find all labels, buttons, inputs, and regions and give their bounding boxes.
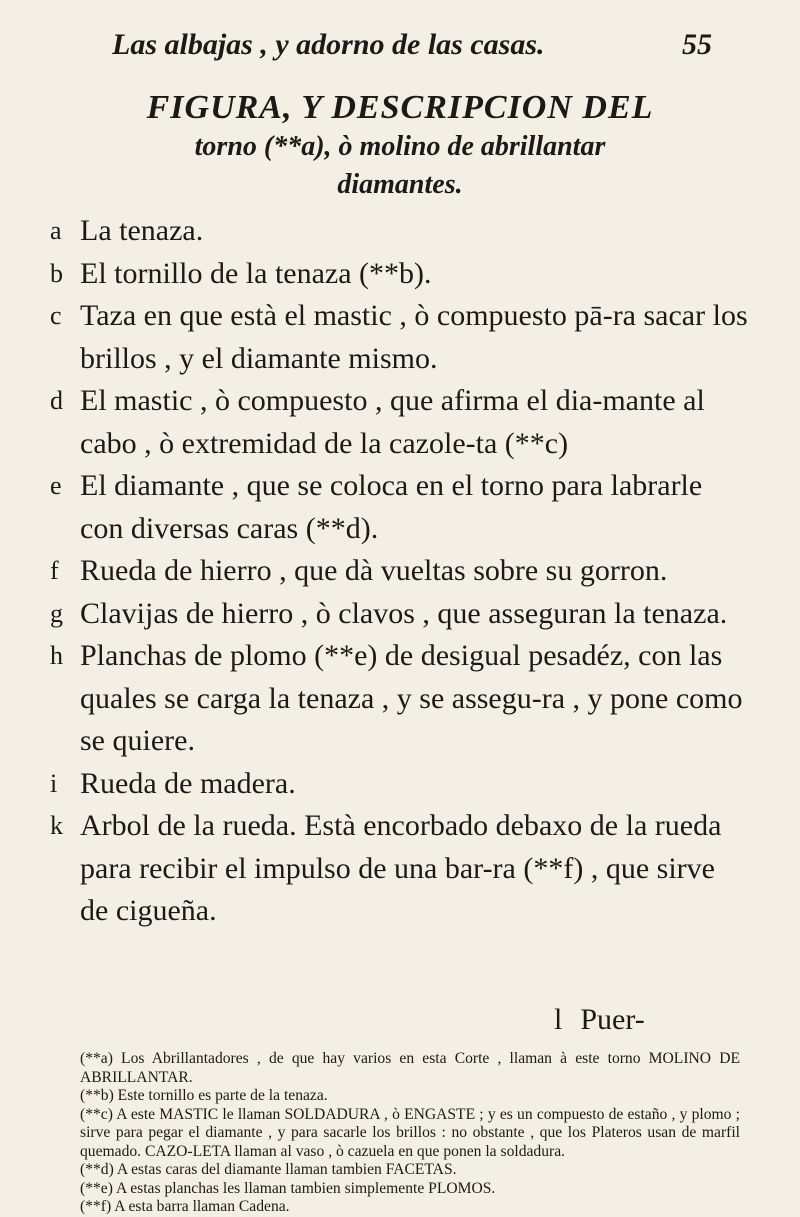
footnote: (**c) A este MASTIC le llaman SOLDADURA , ò ENGASTE ; y es un compuesto de estaño , y plomo ; sirve para pegar el diamante , y para sacarle los brillos : no obstante , que los Plateros usan de marfil quemado. CAZO-LETA llaman al vaso , ò cazuela en que ponen la soldadura. — [80, 1105, 740, 1160]
legend-item — [50, 593, 750, 636]
footnote: (**a) Los Abrillantadores , de que hay varios en esta Corte , llaman à este torno MOLINO DE ABRILLANTAR. — [80, 1050, 740, 1086]
legend-letter: b — [50, 258, 63, 288]
legend-letter: g — [50, 598, 63, 628]
legend-letter: c — [50, 301, 62, 330]
legend-text: Rueda de madera. — [80, 766, 296, 800]
legend-letter: e — [50, 471, 62, 500]
catchword-line — [554, 1003, 645, 1037]
legend-list — [50, 210, 750, 933]
legend-text: Taza en que està el mastic , ò compuesto pā-ra sacar los brillos , y el diamante mismo. — [80, 299, 748, 375]
legend-item — [50, 210, 750, 253]
legend-letter: i — [50, 768, 58, 798]
legend-text: Rueda de hierro , que dà vueltas sobre su gorron. — [80, 554, 668, 587]
legend-item — [50, 805, 750, 933]
legend-text: Planchas de plomo (**e) de desigual pesadéz, con las quales se carga la tenaza , y se assegu-ra , y pone como se quiere. — [80, 639, 743, 757]
figure-title-line-2: torno (**a), ò molino de abrillantar — [194, 131, 606, 162]
running-head — [112, 28, 712, 62]
footnote: (**f) A esta barra llaman Cadena. — [80, 1198, 290, 1215]
figure-title-line-1: FIGURA, Y DESCRIPCION DEL — [146, 89, 654, 126]
legend-text: La tenaza. — [80, 214, 204, 247]
next-legend-letter: l — [554, 1003, 563, 1036]
footnote: (**e) A estas planchas les llaman tambien simplemente PLOMOS. — [80, 1179, 496, 1197]
legend-letter: a — [50, 216, 62, 245]
running-head-title: Las albajas , y adorno de las casas. — [112, 28, 545, 61]
legend-item — [50, 253, 750, 296]
page-number: 55 — [682, 28, 712, 61]
legend-item — [50, 550, 750, 593]
legend-letter: f — [50, 556, 59, 585]
legend-text: El tornillo de la tenaza (**b). — [80, 256, 432, 290]
figure-title-line-3: diamantes. — [337, 169, 463, 200]
legend-item — [50, 763, 750, 806]
legend-text: Arbol de la rueda. Està encorbado debaxo de la rueda para recibir el impulso de una bar-ra (**f) , que sirve de cigueña. — [80, 809, 722, 927]
legend-item — [50, 465, 750, 550]
footnote: (**b) Este tornillo es parte de la tenaza. — [80, 1087, 328, 1104]
legend-item — [50, 380, 750, 465]
footnote: (**d) A estas caras del diamante llaman tambien FACETAS. — [80, 1161, 457, 1178]
legend-letter: d — [50, 386, 63, 415]
legend-item — [50, 635, 750, 763]
legend-text: El mastic , ò compuesto , que afirma el dia-mante al cabo , ò extremidad de la cazole-ta (**c) — [80, 384, 705, 460]
figure-title — [70, 88, 730, 204]
legend-text: Clavijas de hierro , ò clavos , que asseguran la tenaza. — [80, 596, 728, 630]
legend-item — [50, 295, 750, 380]
legend-text: El diamante , que se coloca en el torno para labrarle con diversas caras (**d). — [80, 469, 703, 545]
legend-letter: k — [50, 811, 63, 840]
legend-letter: h — [50, 641, 63, 670]
catchword: Puer- — [580, 1003, 645, 1036]
